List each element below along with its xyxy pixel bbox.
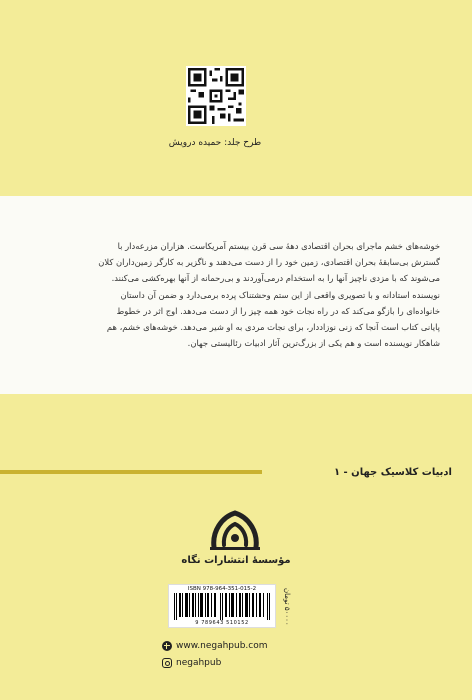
instagram-handle[interactable]: negahpub [176,658,222,668]
publisher-logo [204,507,266,553]
qr-code [186,66,246,126]
barcode-digits: 9 789643 510152 [195,620,249,626]
summary-line: گسترش بی‌سابقۀ بحران اقتصادی، زمین خود را از دست می‌دهند و ناگزیر به کارگر زمین‌داران کلان [98,257,440,268]
summary-line: می‌شوند که با مزدی ناچیز آنها را به استخدام درمی‌آوردند و بی‌رحمانه از آنها بهره‌کشی می‌کنند. [111,273,440,284]
instagram-icon [162,658,172,668]
instagram-row[interactable] [162,658,221,668]
website-row[interactable] [162,641,268,651]
isbn-number: ISBN 978-964-351-015-2 [187,586,257,592]
website-link[interactable]: www.negahpub.com [176,641,268,651]
publisher-name: مؤسسۀ انتشارات نگاه [181,555,291,566]
summary-line: پایانی کتاب است آنجا که زنی نوزاددار، برای نجات مردی به او شیر می‌دهد. خوشه‌های خشم، هم [106,322,440,333]
globe-icon [162,641,172,651]
summary-line: خوشه‌های خشم ماجرای بحران اقتصادی دهۀ سی قرن بیستم آمریکاست. هزاران مزرعه‌دار با [117,241,440,251]
summary-line: شاهکار نویسنده است و هم یکی از بزرگ‌ترین آثار ادبیات رئالیستی جهان. [187,338,440,349]
summary-line: خانواده‌ای را بازگو می‌کند که در راه نجات خود همه چیز را از دست می‌دهد. اوج اثر در خطوط [116,305,440,316]
series-divider [0,470,262,474]
series-title: ادبیات کلاسیک جهان - ۱ [333,467,452,478]
price-label: ۵۰۰۰۰ تومان [283,588,291,626]
summary-line: نویسنده استادانه و با تصویری واقعی از این ستم وحشتناک پرده برمی‌دارد و ضمن آن داستان [120,289,440,300]
barcode [174,593,270,620]
cover-designer-credit: طرح جلد: حمیده درویش [168,138,262,148]
isbn-barcode-label [168,584,276,628]
book-summary [30,238,440,351]
